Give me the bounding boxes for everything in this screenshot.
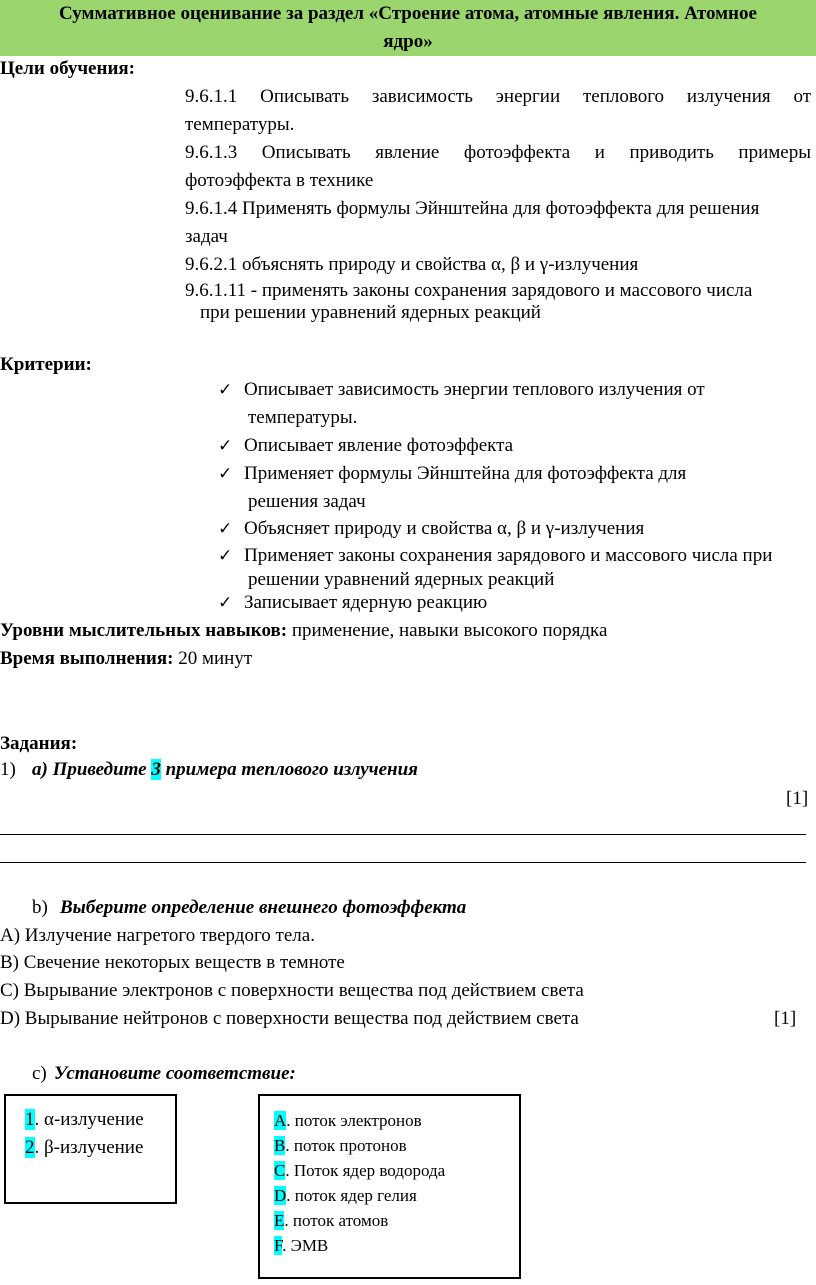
time-label: Время выполнения: (0, 648, 174, 669)
right-item-e-text: . поток атомов (284, 1211, 389, 1230)
option-b: B) Свечение некоторых веществ в темноте (0, 952, 345, 973)
right-item-b-text: . поток протонов (285, 1136, 407, 1155)
right-item-f (274, 1236, 328, 1256)
right-item-d-text: . поток ядер гелия (286, 1186, 417, 1205)
left-item-1-text: . α-излучение (34, 1109, 144, 1130)
tasks-heading: Задания: (0, 733, 78, 754)
criteria-item-2 (218, 435, 513, 457)
criteria-item-5 (218, 545, 772, 567)
title-line-1: Суммативное оценивание за раздел «Строение атома, атомные явления. Атомное (59, 3, 757, 24)
skills-value: применение, навыки высокого порядка (287, 620, 608, 641)
criteria-item-1-line-2: температуры. (248, 407, 358, 428)
goal-item-5-line-2: при решении уравнений ядерных реакций (200, 302, 541, 323)
question-1c-text: Установите соответствие: (54, 1063, 296, 1084)
right-item-a-key: A (274, 1111, 287, 1130)
matching-right-box (258, 1094, 521, 1279)
check-icon: ✓ (218, 464, 233, 484)
goal-item-2-line-2: фотоэффекта в технике (185, 170, 374, 191)
goal-item-3-line-1: 9.6.1.4 Применять формулы Эйнштейна для фотоэффекта для решения (185, 198, 760, 219)
left-item-2 (25, 1137, 143, 1159)
title-line-2: ядро» (383, 31, 433, 52)
right-item-f-key: F (274, 1236, 283, 1255)
check-icon: ✓ (218, 436, 233, 456)
check-icon: ✓ (218, 546, 233, 566)
goal-item-5-line-1: 9.6.1.11 - применять законы сохранения зарядового и массового числа (185, 280, 753, 301)
criteria-item-5-line-2: решении уравнений ядерных реакций (248, 569, 555, 590)
criteria-item-6 (218, 592, 487, 614)
right-item-a-text: . поток электронов (286, 1111, 422, 1130)
check-icon: ✓ (218, 519, 233, 539)
right-item-b (274, 1136, 407, 1156)
question-1b-text: Выберите определение внешнего фотоэффекта (60, 897, 467, 918)
goal-item-1-line-1: 9.6.1.1 Описывать зависимость энергии теплового излучения от (185, 86, 811, 107)
left-item-2-key: 2 (25, 1137, 35, 1158)
right-item-f-text: . ЭМВ (282, 1236, 329, 1255)
goal-item-1-line-2: температуры. (185, 114, 295, 135)
question-1a-count: 3 (151, 759, 161, 780)
right-item-e (274, 1211, 388, 1231)
answer-line-2[interactable] (0, 862, 806, 863)
right-item-c-text: . Поток ядер водорода (285, 1161, 446, 1180)
goal-item-4-line-1: 9.6.2.1 объяснять природу и свойства α, β и γ-излучения (185, 254, 639, 275)
answer-line-1[interactable] (0, 834, 806, 835)
time-line (0, 648, 252, 670)
right-item-d (274, 1186, 417, 1206)
question-1a-prefix: а) Приведите (32, 759, 152, 780)
left-item-2-text: . β-излучение (34, 1137, 144, 1158)
check-icon: ✓ (218, 593, 233, 613)
criteria-heading: Критерии: (0, 354, 92, 375)
criteria-item-4-line-1: Объясняет природу и свойства α, β и γ-излучения (244, 518, 645, 539)
right-item-e-key: E (274, 1211, 285, 1230)
criteria-item-3-line-1: Применяет формулы Эйнштейна для фотоэффекта для (244, 463, 687, 484)
question-1a (32, 759, 418, 781)
time-value: 20 минут (173, 648, 253, 669)
question-1a-mark: [1] (786, 788, 809, 809)
check-icon: ✓ (218, 380, 233, 400)
document-title (0, 0, 816, 56)
goal-item-2-line-1: 9.6.1.3 Описывать явление фотоэффекта и приводить примеры (185, 142, 811, 163)
option-c: C) Вырывание электронов с поверхности вещества под действием света (0, 980, 584, 1001)
question-1a-suffix: примера теплового излучения (160, 759, 418, 780)
criteria-item-3 (218, 463, 686, 485)
right-item-c (274, 1161, 445, 1181)
right-item-d-key: D (274, 1186, 287, 1205)
goal-item-3-line-2: задач (185, 226, 228, 247)
option-a: A) Излучение нагретого твердого тела. (0, 925, 315, 946)
right-item-b-key: B (274, 1136, 286, 1155)
left-item-1-key: 1 (25, 1109, 35, 1130)
left-item-1 (25, 1109, 144, 1131)
criteria-item-2-line-1: Описывает явление фотоэффекта (244, 435, 514, 456)
criteria-item-1 (218, 379, 705, 401)
option-d: D) Вырывание нейтронов с поверхности вещества под действием света (0, 1008, 579, 1029)
goals-heading: Цели обучения: (0, 58, 135, 79)
question-1-number: 1) (0, 759, 16, 780)
matching-left-box (4, 1094, 177, 1204)
skills-label: Уровни мыслительных навыков: (0, 620, 288, 641)
criteria-item-1-line-1: Описывает зависимость энергии теплового излучения от (244, 379, 705, 400)
criteria-item-3-line-2: решения задач (248, 491, 366, 512)
question-1b-label: b) (32, 897, 48, 918)
criteria-item-4 (218, 518, 644, 540)
right-item-a (274, 1111, 422, 1131)
right-item-c-key: C (274, 1161, 286, 1180)
question-1b-mark: [1] (774, 1008, 797, 1029)
question-1c-label: c) (32, 1063, 47, 1084)
criteria-item-5-line-1: Применяет законы сохранения зарядового и массового числа при (244, 545, 773, 566)
skills-line (0, 620, 607, 642)
criteria-item-6-line-1: Записывает ядерную реакцию (244, 592, 488, 613)
